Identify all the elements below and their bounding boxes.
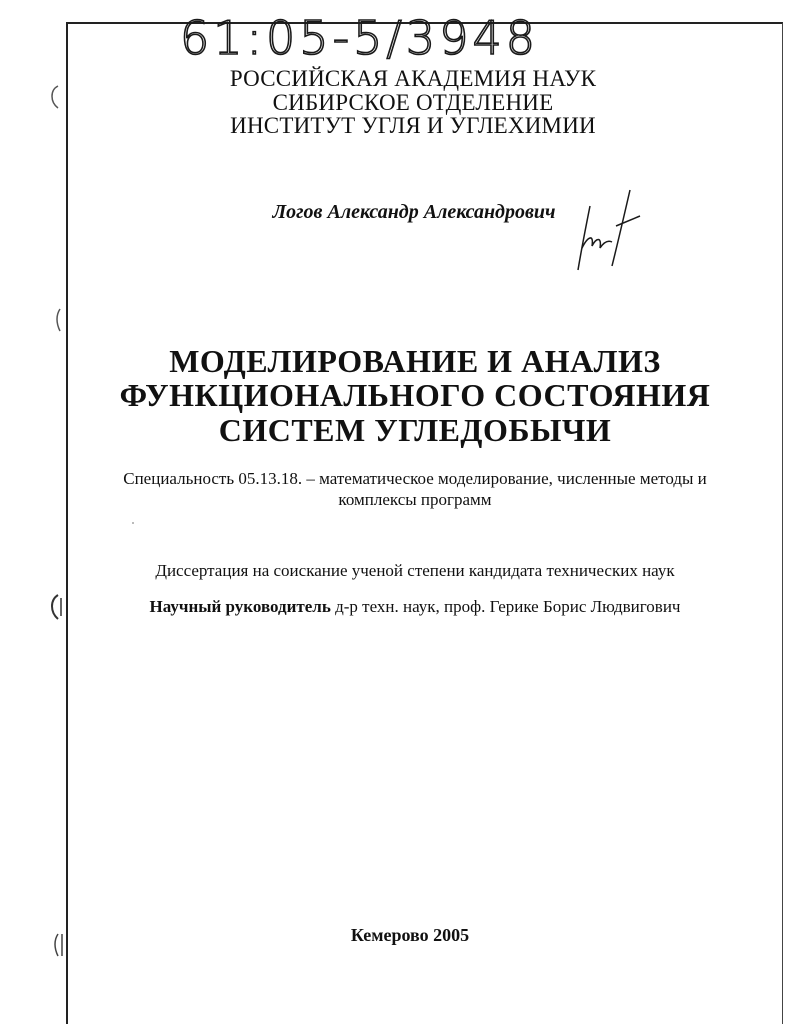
title-line-1: МОДЕЛИРОВАНИЕ И АНАЛИЗ [169, 343, 661, 379]
institution-academy: РОССИЙСКАЯ АКАДЕМИЯ НАУК [229, 66, 597, 91]
institution-branch: СИБИРСКОЕ ОТДЕЛЕНИЕ [272, 90, 554, 115]
scan-speck [132, 522, 134, 524]
author-name: Логов Александр Александрович [272, 201, 556, 223]
page-frame [66, 22, 783, 1024]
signature-icon [568, 186, 648, 276]
title-line-2: ФУНКЦИОНАЛЬНОГО СОСТОЯНИЯ [119, 377, 711, 413]
binding-mark-icon [46, 592, 64, 622]
handwritten-code-text: 61:05-5/3948 [180, 11, 539, 65]
supervisor-label: Научный руководитель [149, 597, 331, 616]
specialty [90, 468, 740, 510]
specialty-line-1: Специальность 05.13.18. – математическое моделирование, численные методы и [123, 469, 707, 488]
dissertation-degree: Диссертация на соискание ученой степени кандидата технических наук [155, 561, 675, 580]
city-year: Кемерово 2005 [350, 925, 470, 945]
scientific-supervisor [90, 597, 740, 617]
binding-mark-icon [50, 930, 68, 960]
specialty-line-2: комплексы программ [338, 490, 492, 509]
binding-mark-icon [50, 305, 68, 335]
handwritten-archive-code [178, 4, 598, 68]
institution-institute: ИНСТИТУТ УГЛЯ И УГЛЕХИМИИ [230, 113, 596, 138]
title-line-3: СИСТЕМ УГЛЕДОБЫЧИ [218, 412, 612, 448]
supervisor-value: д-р техн. наук, проф. Герике Борис Людвигович [330, 597, 681, 616]
binding-mark-icon [46, 82, 64, 112]
